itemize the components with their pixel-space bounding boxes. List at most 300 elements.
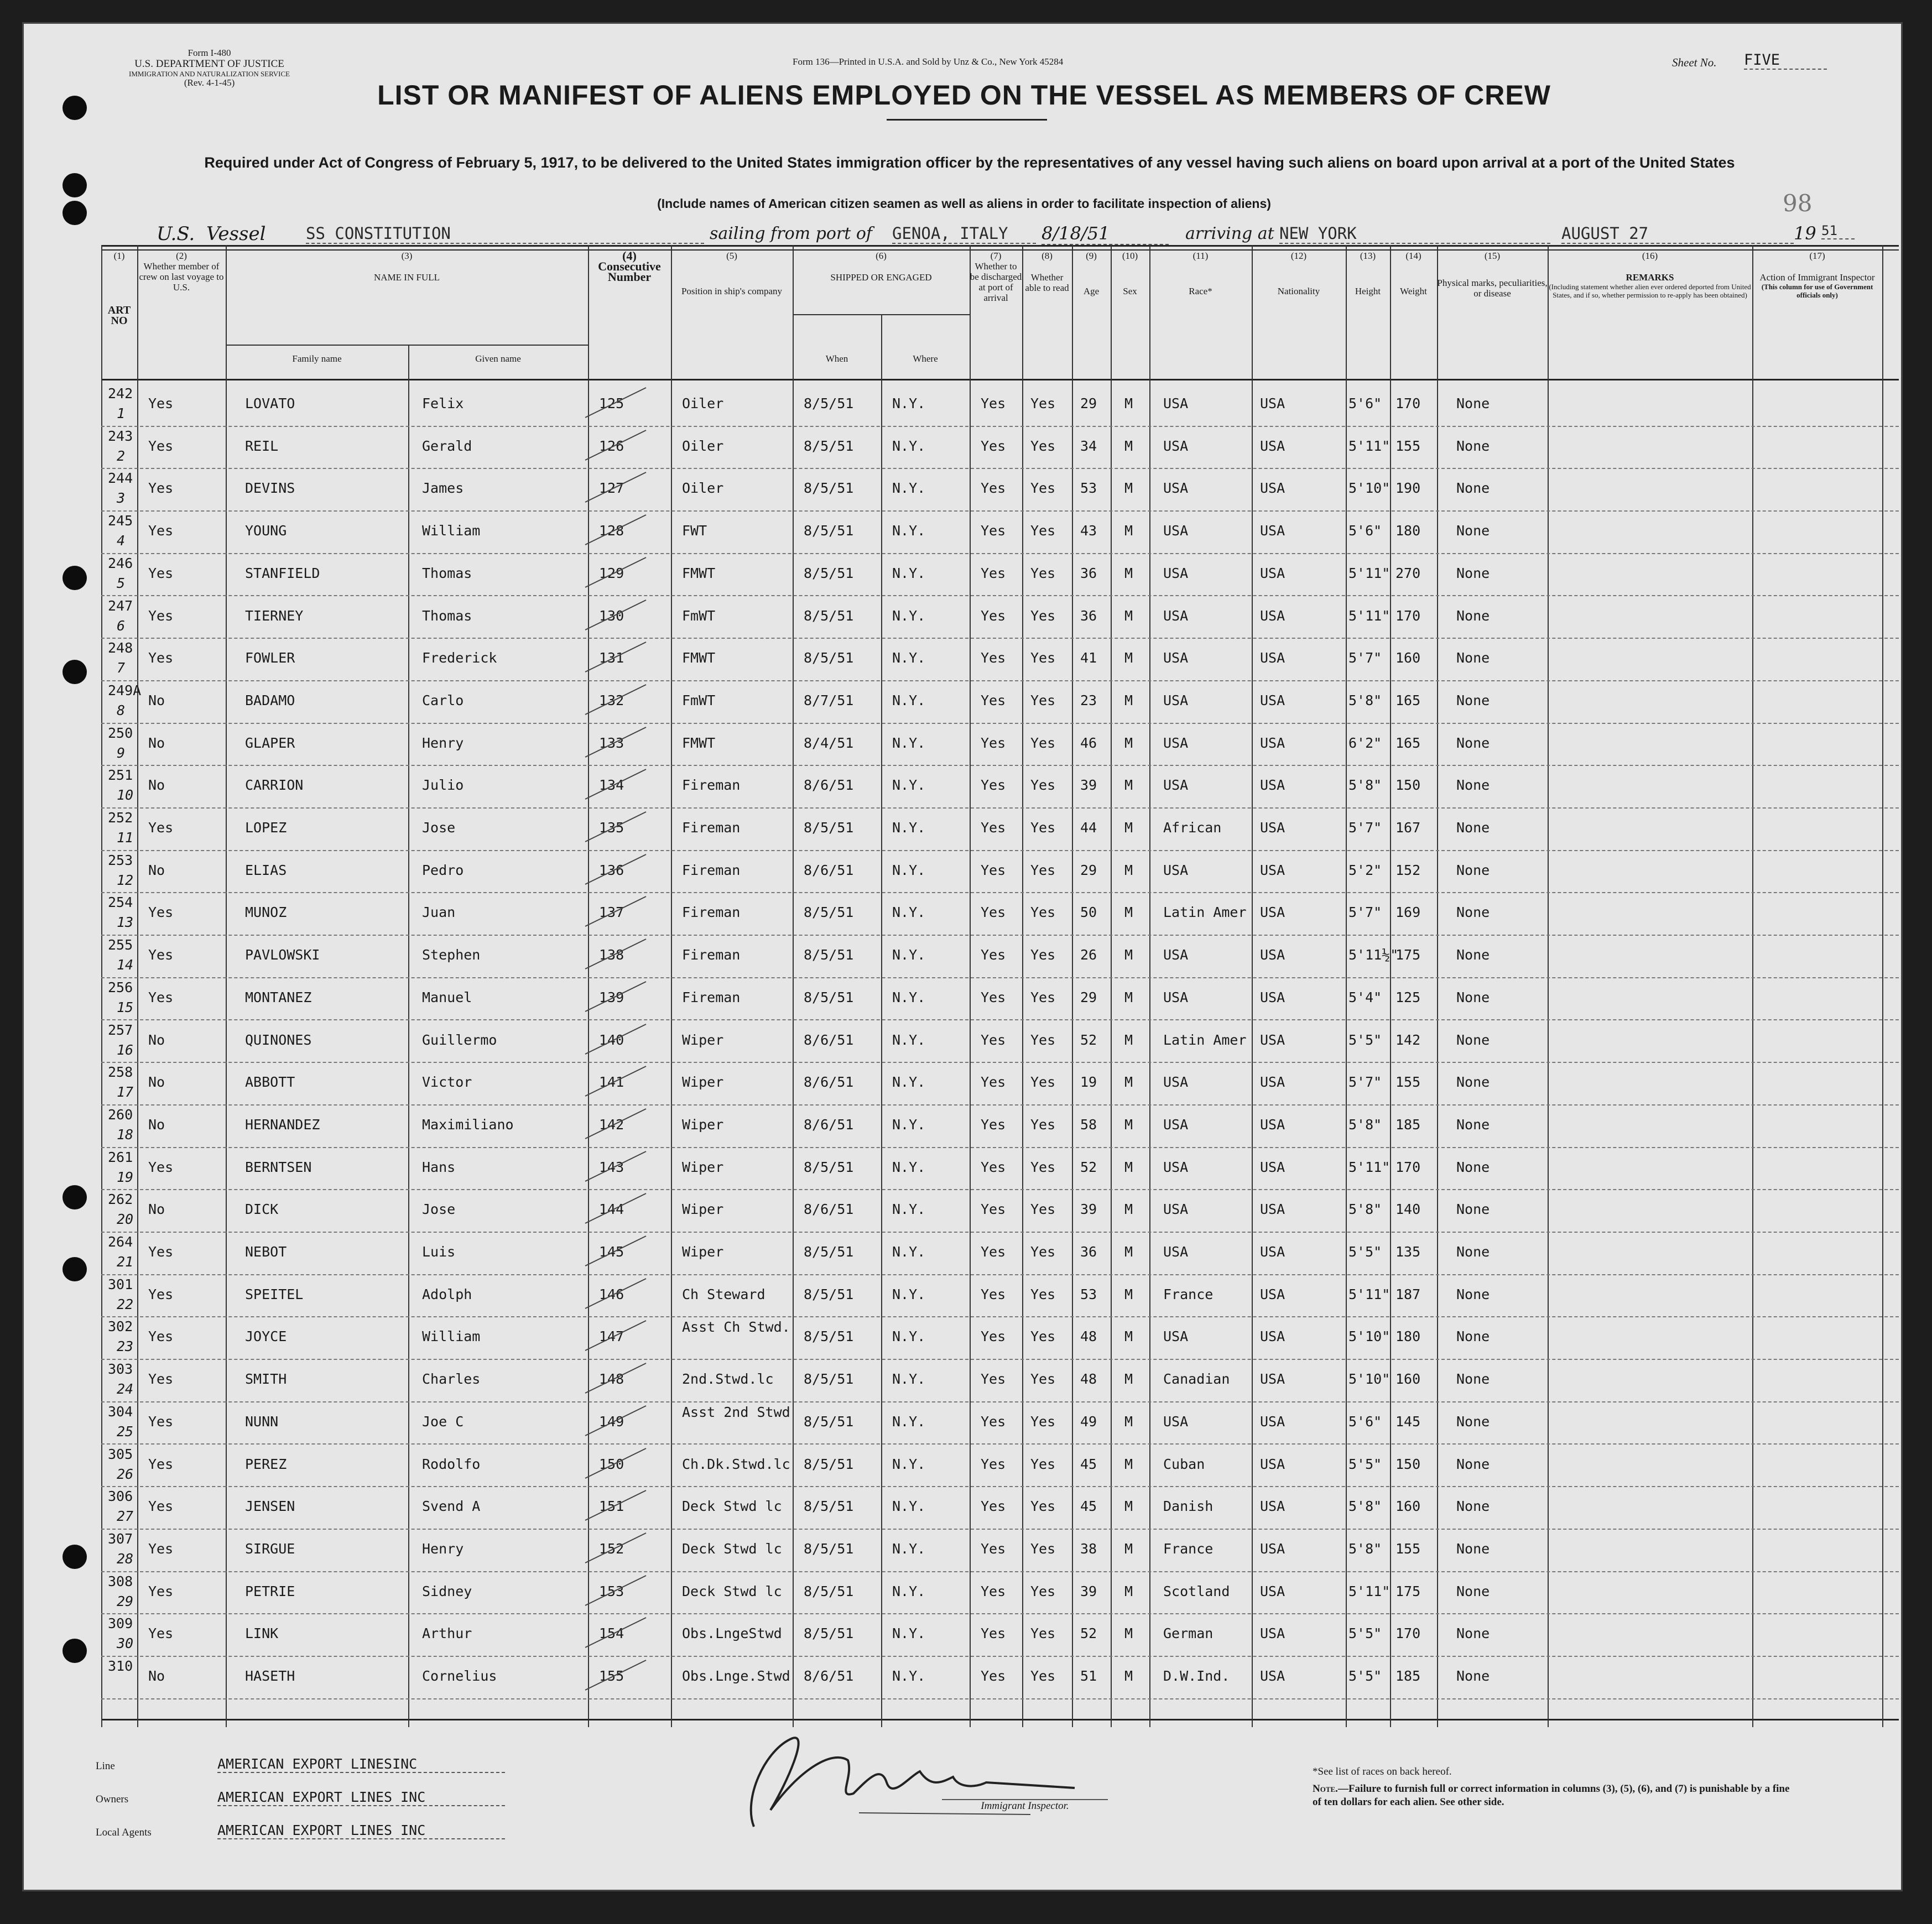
col1-header: (1) ART NO [107,251,131,327]
sheet-label: Sheet No. [1672,56,1717,69]
cell-sex: M [1124,777,1133,794]
cell-prev: Yes [148,1540,174,1557]
cell-nat: USA [1260,437,1285,454]
tally-mark [582,638,649,676]
cell-race: USA [1163,777,1189,794]
cell-family: DICK [245,1201,279,1218]
cell-consec: 142 [599,1116,624,1133]
cell-disch: Yes [981,777,1006,794]
cell-sex: M [1124,820,1133,836]
cell-prev: Yes [148,1498,174,1515]
note-text: —Failure to furnish full or correct information in columns (3), (5), (6), and (7) is punishable by a fine of ten dollars for each alien. See other side. [1313,1783,1790,1808]
tally-mark [582,1359,649,1398]
cell-prev: Yes [148,395,174,411]
cell-where: N.Y. [892,1540,926,1557]
tally-mark [582,468,649,507]
cell-when: 8/6/51 [804,1031,854,1048]
cell-position: FMWT [682,565,716,581]
cell-prev: No [148,1201,165,1218]
cell-prev: Yes [148,1456,174,1472]
punch-hole [63,1639,87,1663]
cell-weight: 175 [1395,947,1421,963]
cell-prev: Yes [148,1159,174,1175]
art-number: 261 [108,1149,133,1165]
cell-race: USA [1163,480,1189,497]
cell-where: N.Y. [892,1668,926,1684]
cell-read: Yes [1030,1371,1056,1388]
cell-given: Joe C [422,1413,464,1430]
cell-given: Victor [422,1074,472,1091]
arrival-date: AUGUST 27 [1561,224,1794,244]
cell-height: 5'8" [1348,777,1382,794]
shipped-where-header: Where [913,353,938,364]
cell-family: REIL [245,437,279,454]
cell-given: Frederick [422,650,497,666]
cell-race: USA [1163,989,1189,1005]
cell-nat: USA [1260,1456,1285,1472]
line-number: 18 [117,1126,134,1143]
cell-when: 8/5/51 [804,480,854,497]
cell-race: Latin Amer [1163,1031,1247,1048]
cell-when: 8/5/51 [804,650,854,666]
cell-disch: Yes [981,1413,1006,1430]
art-number: 305 [108,1446,133,1462]
cell-race: USA [1163,1116,1189,1133]
cell-nat: USA [1260,862,1285,878]
cell-weight: 185 [1395,1116,1421,1133]
tally-mark [582,1444,649,1483]
cell-marks: None [1456,395,1490,411]
cell-given: William [422,523,481,539]
cell-where: N.Y. [892,1244,926,1260]
cell-nat: USA [1260,1201,1285,1218]
cell-weight: 170 [1395,395,1421,411]
cell-when: 8/5/51 [804,1286,854,1302]
cell-marks: None [1456,1074,1490,1091]
cell-given: Guillermo [422,1031,497,1048]
cell-family: LOVATO [245,395,295,411]
cell-read: Yes [1030,989,1056,1005]
cell-when: 8/5/51 [804,1413,854,1430]
cell-where: N.Y. [892,1116,926,1133]
cell-age: 45 [1080,1498,1097,1515]
cell-nat: USA [1260,1031,1285,1048]
cell-sex: M [1124,1413,1133,1430]
line-number: 26 [117,1466,134,1482]
tally-mark [582,1486,649,1525]
cell-when: 8/6/51 [804,1116,854,1133]
cell-sex: M [1124,395,1133,411]
col16-header: (16) REMARKS (Including statement whether alien ever ordered deported from United States, and if so, whether permission to re-apply has been obtained) [1549,251,1751,299]
cell-consec: 136 [599,862,624,878]
cell-nat: USA [1260,989,1285,1005]
cell-consec: 153 [599,1583,624,1599]
cell-family: JOYCE [245,1328,287,1345]
inspector-label: Immigrant Inspector. [942,1799,1108,1812]
family-name-header: Family name [292,353,342,364]
cell-consec: 151 [599,1498,624,1515]
cell-prev: No [148,692,165,708]
cell-read: Yes [1030,947,1056,963]
cell-given: Charles [422,1371,481,1388]
table-row [101,1020,1899,1063]
cell-disch: Yes [981,395,1006,411]
agents-row [96,1822,426,1839]
cell-position: Deck Stwd lc [682,1583,782,1599]
cell-height: 5'6" [1348,395,1382,411]
cell-prev: Yes [148,523,174,539]
cell-race: USA [1163,650,1189,666]
cell-read: Yes [1030,523,1056,539]
cell-height: 5'10" [1348,1371,1391,1388]
cell-weight: 180 [1395,1328,1421,1345]
vessel-prefix: U.S. [157,223,195,245]
cell-read: Yes [1030,1668,1056,1684]
cell-sex: M [1124,1201,1133,1218]
cell-nat: USA [1260,650,1285,666]
cell-given: Gerald [422,437,472,454]
cell-age: 39 [1080,1583,1097,1599]
cell-where: N.Y. [892,1328,926,1345]
printer-note: Form 136—Printed in U.S.A. and Sold by Unz & Co., New York 45284 [793,56,1064,67]
cell-position: Fireman [682,989,741,1005]
cell-where: N.Y. [892,650,926,666]
cell-given: Manuel [422,989,472,1005]
col10-header: (10) Sex [1122,251,1138,296]
cell-read: Yes [1030,777,1056,794]
cell-prev: Yes [148,947,174,963]
cell-when: 8/5/51 [804,1498,854,1515]
cell-sex: M [1124,480,1133,497]
cell-prev: Yes [148,607,174,624]
cell-family: HASETH [245,1668,295,1684]
cell-age: 36 [1080,607,1097,624]
line-number: 29 [117,1593,134,1609]
cell-position: Obs.LngeStwd [682,1625,782,1642]
art-number: 245 [108,513,133,529]
cell-family: PAVLOWSKI [245,947,320,963]
cell-when: 8/5/51 [804,523,854,539]
cell-height: 5'5" [1348,1031,1382,1048]
cell-sex: M [1124,1328,1133,1345]
tally-mark [582,1147,649,1186]
cell-race: German [1163,1625,1214,1642]
cell-sex: M [1124,734,1133,751]
cell-family: BERNTSEN [245,1159,312,1175]
cell-height: 5'8" [1348,1498,1382,1515]
cell-age: 34 [1080,437,1097,454]
arriving-port: NEW YORK [1279,224,1550,244]
cell-when: 8/5/51 [804,1159,854,1175]
art-number: 242 [108,385,133,402]
cell-consec: 150 [599,1456,624,1472]
cell-age: 53 [1080,1286,1097,1302]
cell-height: 5'5" [1348,1244,1382,1260]
art-number: 251 [108,767,133,784]
races-note: *See list of races on back hereof. [1313,1766,1452,1777]
art-number: 302 [108,1318,133,1335]
col13-header: (13) Height [1355,251,1381,296]
cell-position: 2nd.Stwd.lc [682,1371,774,1388]
cell-race: USA [1163,1159,1189,1175]
cell-nat: USA [1260,1413,1285,1430]
art-number: 262 [108,1191,133,1208]
header-bottom-rule [101,379,1899,380]
cell-when: 8/5/51 [804,989,854,1005]
cell-age: 48 [1080,1371,1097,1388]
cell-position: Fireman [682,947,741,963]
cell-given: Stephen [422,947,481,963]
cell-race: USA [1163,1201,1189,1218]
cell-race: Cuban [1163,1456,1205,1472]
cell-nat: USA [1260,480,1285,497]
cell-family: BADAMO [245,692,295,708]
cell-prev: Yes [148,1328,174,1345]
line-number: 10 [117,787,134,804]
cell-prev: No [148,862,165,878]
tally-mark [582,680,649,719]
line-number: 13 [117,914,134,931]
cell-race: Danish [1163,1498,1214,1515]
sailing-port: GENOA, ITALY [892,224,1036,244]
cell-when: 8/6/51 [804,862,854,878]
cell-weight: 170 [1395,1159,1421,1175]
table-row [101,807,1899,851]
cell-sex: M [1124,437,1133,454]
cell-where: N.Y. [892,1074,926,1091]
line-number: 20 [117,1211,134,1228]
cell-consec: 147 [599,1328,624,1345]
line-value: AMERICAN EXPORT LINESINC [217,1756,505,1773]
tally-mark [582,723,649,762]
cell-nat: USA [1260,523,1285,539]
cell-consec: 130 [599,607,624,624]
cell-prev: Yes [148,565,174,581]
cell-given: Juan [422,904,456,921]
cell-age: 23 [1080,692,1097,708]
cell-marks: None [1456,607,1490,624]
cell-read: Yes [1030,437,1056,454]
cell-height: 5'8" [1348,1116,1382,1133]
cell-weight: 160 [1395,1498,1421,1515]
table-row [101,1189,1899,1233]
art-number: 246 [108,555,133,571]
cell-marks: None [1456,1668,1490,1684]
tally-mark [582,935,649,973]
line-number: 17 [117,1084,134,1101]
cell-disch: Yes [981,1583,1006,1599]
cell-marks: None [1456,1244,1490,1260]
cell-when: 8/6/51 [804,1668,854,1684]
cell-consec: 135 [599,820,624,836]
cell-age: 51 [1080,1668,1097,1684]
cell-age: 46 [1080,734,1097,751]
inspector-signature [721,1716,1086,1838]
cell-marks: None [1456,1413,1490,1430]
cell-read: Yes [1030,1413,1056,1430]
table-row [101,468,1899,512]
cell-sex: M [1124,862,1133,878]
tally-mark [582,1656,649,1694]
cell-given: Pedro [422,862,464,878]
cell-read: Yes [1030,1201,1056,1218]
cell-family: CARRION [245,777,304,794]
cell-prev: Yes [148,1371,174,1388]
line-number: 23 [117,1338,134,1355]
table-row [101,1444,1899,1488]
table-row [101,1147,1899,1191]
cell-read: Yes [1030,820,1056,836]
cell-family: FOWLER [245,650,295,666]
art-number: 249A [108,682,142,698]
cell-read: Yes [1030,1074,1056,1091]
cell-sex: M [1124,1540,1133,1557]
cell-age: 36 [1080,565,1097,581]
cell-race: USA [1163,523,1189,539]
cell-age: 48 [1080,1328,1097,1345]
cell-given: Thomas [422,565,472,581]
cell-read: Yes [1030,1540,1056,1557]
cell-marks: None [1456,523,1490,539]
sailing-label: sailing from port of [710,224,872,243]
year: 51 [1821,223,1855,239]
cell-weight: 270 [1395,565,1421,581]
cell-sex: M [1124,1668,1133,1684]
table-top-rule [101,245,1899,247]
penalty-note [1313,1782,1799,1809]
manifest-sheet [22,22,1903,1891]
cell-marks: None [1456,904,1490,921]
cell-prev: Yes [148,989,174,1005]
table-row [101,1401,1899,1445]
line-number: 25 [117,1423,134,1440]
cell-given: James [422,480,464,497]
cell-marks: None [1456,1159,1490,1175]
cell-sex: M [1124,523,1133,539]
cell-nat: USA [1260,1074,1285,1091]
cell-height: 5'7" [1348,820,1382,836]
cell-height: 5'6" [1348,1413,1382,1430]
cell-weight: 135 [1395,1244,1421,1260]
art-number: 307 [108,1530,133,1547]
cell-race: USA [1163,1074,1189,1091]
cell-where: N.Y. [892,1456,926,1472]
art-number: 247 [108,597,133,614]
cell-disch: Yes [981,904,1006,921]
line-number: 19 [117,1169,134,1185]
cell-position: Wiper [682,1159,724,1175]
cell-given: Svend A [422,1498,481,1515]
cell-sex: M [1124,650,1133,666]
cell-family: SIRGUE [245,1540,295,1557]
cell-where: N.Y. [892,1201,926,1218]
cell-given: Carlo [422,692,464,708]
cell-when: 8/5/51 [804,947,854,963]
cell-weight: 150 [1395,777,1421,794]
cell-age: 44 [1080,820,1097,836]
cell-where: N.Y. [892,1498,926,1515]
cell-marks: None [1456,692,1490,708]
art-number: 254 [108,894,133,911]
art-number: 260 [108,1106,133,1123]
cell-age: 50 [1080,904,1097,921]
cell-nat: USA [1260,734,1285,751]
cell-height: 5'11" [1348,437,1391,454]
cell-family: MONTANEZ [245,989,312,1005]
cell-sex: M [1124,904,1133,921]
cell-position: FmWT [682,607,716,624]
table-row [101,1571,1899,1615]
table-row [101,1104,1899,1148]
cell-height: 5'5" [1348,1625,1382,1642]
cell-nat: USA [1260,1583,1285,1599]
art-number: 301 [108,1276,133,1292]
form-number: Form I-480 [188,48,231,58]
note-label: Note. [1313,1783,1338,1795]
cell-marks: None [1456,989,1490,1005]
cell-height: 5'8" [1348,692,1382,708]
art-number: 255 [108,937,133,953]
cell-nat: USA [1260,1244,1285,1260]
cell-sex: M [1124,692,1133,708]
line-number: 15 [117,999,134,1015]
cell-where: N.Y. [892,437,926,454]
cell-weight: 152 [1395,862,1421,878]
cell-given: Arthur [422,1625,472,1642]
cell-where: N.Y. [892,480,926,497]
cell-read: Yes [1030,1498,1056,1515]
art-number: 244 [108,470,133,487]
cell-marks: None [1456,1031,1490,1048]
owners-row [96,1789,426,1806]
cell-consec: 140 [599,1031,624,1048]
cell-sex: M [1124,1286,1133,1302]
cell-family: QUINONES [245,1031,312,1048]
cell-sex: M [1124,565,1133,581]
cell-sex: M [1124,1498,1133,1515]
punch-hole [63,1257,87,1281]
table-row [101,1656,1899,1699]
cell-read: Yes [1030,1286,1056,1302]
cell-marks: None [1456,1540,1490,1557]
cell-where: N.Y. [892,777,926,794]
cell-disch: Yes [981,734,1006,751]
table-row [101,892,1899,936]
cell-height: 5'11½" [1348,947,1399,963]
cell-height: 5'7" [1348,650,1382,666]
cell-disch: Yes [981,1074,1006,1091]
line-number: 2 [117,447,126,464]
cell-position: Oiler [682,480,724,497]
cell-where: N.Y. [892,565,926,581]
cell-where: N.Y. [892,947,926,963]
cell-when: 8/6/51 [804,777,854,794]
tally-mark [582,1274,649,1313]
cell-consec: 148 [599,1371,624,1388]
cell-prev: Yes [148,1625,174,1642]
cell-sex: M [1124,1031,1133,1048]
cell-age: 29 [1080,989,1097,1005]
line-row [96,1756,418,1772]
cell-position: FmWT [682,692,716,708]
shipped-when-header: When [825,353,848,364]
cell-family: ABBOTT [245,1074,295,1091]
cell-consec: 139 [599,989,624,1005]
cell-height: 5'11" [1348,1583,1391,1599]
cell-position: Wiper [682,1116,724,1133]
cell-disch: Yes [981,565,1006,581]
cell-where: N.Y. [892,904,926,921]
